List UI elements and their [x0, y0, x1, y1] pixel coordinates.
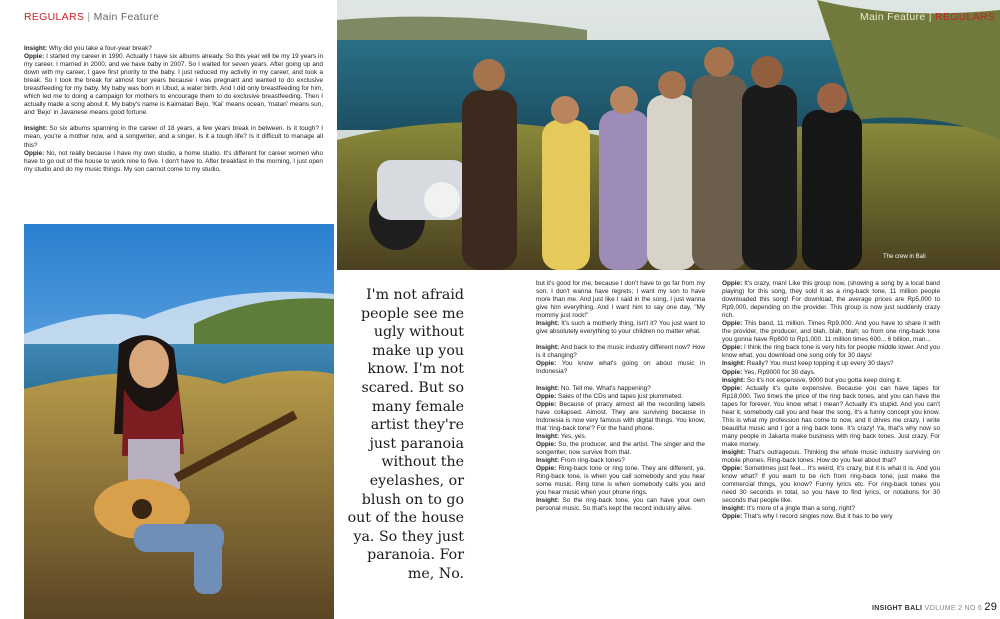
speaker-label: Insight: — [536, 432, 560, 440]
speaker-label: Oppie: — [722, 368, 743, 376]
dialogue-line — [536, 360, 705, 376]
dialogue-line — [722, 280, 940, 320]
dialogue-text: It's more of a jingle than a song, right? — [745, 505, 856, 513]
singer-photo — [24, 224, 334, 619]
section-label: REGULARS — [934, 11, 996, 23]
dialogue-text: So the ring-back tone, you can have your own personal music. So that's kept the record industry alive. — [536, 497, 705, 513]
dialogue-line — [722, 465, 940, 505]
speaker-label: Insight: — [536, 497, 560, 505]
dialogue-text: No, not really because I have my own studio, a home studio. It's different for career women who have to go out of the house to work nine to five. I don't have to. After breakfast in the morning, I just open my studio and do my music things. My son cannot come to my studio, — [24, 149, 323, 173]
dialogue-line — [536, 344, 705, 360]
header-separator: | — [928, 11, 932, 23]
paragraph — [24, 125, 323, 173]
speaker-label: Oppie: — [722, 320, 743, 328]
dialogue-line — [722, 320, 940, 344]
dialogue-line — [536, 497, 705, 513]
dialogue-text: Why did you take a four-year break? — [47, 45, 152, 52]
dialogue-text: Sometimes just feel... It's weird, it's crazy, but it is what it is. And you know what? If you want to be rich from ring-back tone, just make the commercial things, you know? Funny lyrics etc. For ring-back tones you need 30 seconds in total, so you have to find lyrics, or notations for 30 seconds that people like. — [722, 465, 940, 505]
dialogue-text: So it's not expensive, 9000 but you gotta keep doing it. — [745, 376, 902, 384]
dialogue-line — [536, 385, 705, 393]
speaker-label: Oppie: — [722, 465, 743, 473]
dialogue-line — [24, 45, 323, 53]
speaker-label: Oppie: — [722, 344, 743, 352]
dialogue-text: So, the producer, and the artist. The singer and the songwriter, now survive from that. — [536, 440, 705, 456]
speaker-label: Oppie: — [536, 400, 557, 408]
dialogue-line — [722, 505, 940, 513]
dialogue-text: No. Tell me. What's happening? — [559, 384, 651, 392]
dialogue-text: I started my career in 1990. Actually I have six albums already. So this year will be my 19 years in my career. I married in 2000, and we have baby in 2007. So I waited for seven years. After going up and down with my career, I gave first priority to the baby. I just reduced my activity in my career, and took a break. So I took the break for almost four years because I was pregnant and wanted to do exclusive breastfeeding for my baby. My baby was born in Ubud, a water birth. And I did only breastfeeding for him, which led me to doing a campaign for mothers to encourage them to do exclusive breastfeeding. Then I actually made a song about it. My baby's name is Kaimatari Bejo. 'Kai' means ocean, 'matari' means sun, and 'Bejo' in Javanese means good fortune. — [24, 53, 323, 117]
group-photo-image — [337, 0, 1000, 270]
dialogue-text: Because of piracy almost all the recording labels have collapsed. Almost. They are surviving because in Indonesia is now very famous with digital things. You know, that 'ring-back tone'? For the hand phone. — [536, 400, 705, 432]
dialogue-line — [722, 360, 940, 368]
paragraph — [536, 344, 705, 376]
speaker-label: Oppie: — [536, 392, 557, 400]
article-column-middle — [536, 280, 705, 521]
header-separator: | — [87, 11, 91, 23]
speaker-label: Insight: — [722, 448, 746, 456]
article-column-right — [722, 280, 940, 529]
dialogue-line — [722, 385, 940, 449]
dialogue-text: Yes, yes. — [559, 432, 587, 440]
speaker-label: Oppie: — [536, 464, 557, 472]
dialogue-text: That's why I record singles now. But it has to be very — [742, 513, 893, 521]
dialogue-text: but it's good for me, because I don't have to go far from my son. I don't wanna have regrets; I want my son to have more than me. And just like I said in the song, I just wanna give him everything. And I want him to say one day, "My mommy just rock!" — [536, 280, 705, 320]
speaker-label: Oppie: — [24, 149, 45, 157]
dialogue-line — [536, 457, 705, 465]
paragraph — [722, 280, 940, 521]
intro-text — [24, 45, 323, 182]
group-photo — [337, 0, 1000, 270]
speaker-label: Insight: — [536, 344, 560, 352]
speaker-label: Oppie: — [24, 53, 45, 61]
speaker-label: Insight: — [536, 384, 560, 392]
speaker-label: Oppie: — [536, 440, 557, 448]
dialogue-text: Really? You must keep topping it up every 30 days? — [745, 360, 894, 368]
dialogue-line — [536, 280, 705, 320]
dialogue-line — [24, 125, 323, 149]
subsection-label: Main Feature — [860, 11, 926, 23]
dialogue-text: Actually it's quite expensive. Because you can have tapes for Rp18,000. Two times the price of the ring back tones, and you can have the tapes for forever. You know what I mean? Actually it's stupid. And you can't hear it, somebody call you and hear the song. It's a funny concept you know. This is what my profession has come to now, and it drives me crazy. I write beautiful music and I got a ring back tone. It's crazy! Ya, that's why now so many people in Jakarta make business with ring back tones. Just crazy. For make money. — [722, 384, 940, 448]
singer-photo-image — [24, 224, 334, 619]
speaker-label: Insight: — [722, 376, 746, 384]
dialogue-line — [536, 465, 705, 497]
speaker-label: Insight: — [722, 360, 746, 368]
dialogue-text: Yes, Rp9000 for 30 days. — [742, 368, 816, 376]
dialogue-text: It's such a motherly thing, isn't it? You just want to give absolutely everything to your children no matter what. — [536, 320, 705, 336]
dialogue-text: That's outrageous. Thinking the whole music industry surviving on mobile phones. Ring-back tones. How do you feel about that? — [722, 448, 940, 465]
header-left — [24, 11, 159, 23]
dialogue-line — [722, 344, 940, 360]
dialogue-text: Sales of the CDs and tapes just plummeted. — [556, 392, 683, 400]
dialogue-text: So six albums spanning in the career of 18 years, a few years break in between. Is it tough? I mean, you're a mother now, and a songwriter, and a singer. Is it a tough life? Is it difficult to manage all this? — [24, 125, 323, 149]
magazine-name: INSIGHT BALI — [872, 605, 923, 612]
dialogue-line — [536, 393, 705, 401]
speaker-label: Oppie: — [536, 360, 557, 368]
speaker-label: Insight: — [536, 456, 560, 464]
dialogue-line — [722, 369, 940, 377]
speaker-label: Insight: — [722, 505, 746, 513]
speaker-label: Insight: — [24, 45, 48, 52]
speaker-label: Insight: — [536, 320, 560, 328]
dialogue-text: And back to the music industry different now? How is it changing? — [536, 344, 705, 360]
dialogue-line — [536, 401, 705, 433]
photo-caption: The crew in Bali — [883, 254, 926, 260]
folio — [872, 601, 997, 613]
dialogue-line — [24, 150, 323, 174]
dialogue-text: You know what's going on about music in Indonesia? — [536, 360, 705, 376]
dialogue-text: Ring-back tone or ring tone. They are different, ya. Ring-back tone, is when you call somebody and you hear some music. Ring tone is when somebody calls you and you hear music when your phone rings. — [536, 464, 705, 497]
page-number: 29 — [984, 601, 998, 613]
speaker-label: Oppie: — [722, 280, 743, 287]
dialogue-line — [24, 53, 323, 117]
dialogue-line — [722, 377, 940, 385]
issue-label: VOLUME 2 NO 6 — [924, 605, 983, 612]
section-label: REGULARS — [24, 11, 85, 23]
dialogue-line — [536, 320, 705, 336]
pull-quote: I'm not afraid people see me ugly without make up you know. I'm not scared. But so many female artist they're just paranoia without the eyelashes, or blush on to go out of the house ya. So they just paranoia. For me, No. — [347, 287, 464, 582]
subsection-label: Main Feature — [93, 11, 160, 23]
dialogue-line — [536, 433, 705, 441]
paragraph — [536, 280, 705, 336]
speaker-label: Insight: — [24, 125, 48, 133]
dialogue-text: I think the ring back tone is very hits for people middle lower. And you know what, you download one song only for 30 days! — [722, 344, 940, 360]
paragraph — [536, 385, 705, 514]
speaker-label: Oppie: — [722, 384, 743, 392]
dialogue-text: This band, 11 million. Times Rp9,000. And you have to share it with the provider, the producer, and blah, blah, blah; so from one ring-back tone you gonna have Rp600 to Rp1,000. 11 million times 600... 6 billion, man... — [722, 320, 940, 344]
dialogue-text: From ring-back tones? — [559, 456, 625, 464]
speaker-label: Oppie: — [722, 513, 743, 521]
paragraph — [24, 45, 323, 117]
header-right — [860, 11, 995, 23]
dialogue-line — [536, 441, 705, 457]
dialogue-line — [722, 449, 940, 465]
dialogue-text: It's crazy, man! Like this group now, (showing a song by a local band playing) for this song, they sold it as a ring-back tone, 11 million people downloaded this song! For download, the average prices are Rp5,000 to Rp9,000, depending on the provider. This group is now just suddenly crazy rich. — [722, 280, 940, 320]
dialogue-line — [722, 513, 940, 521]
